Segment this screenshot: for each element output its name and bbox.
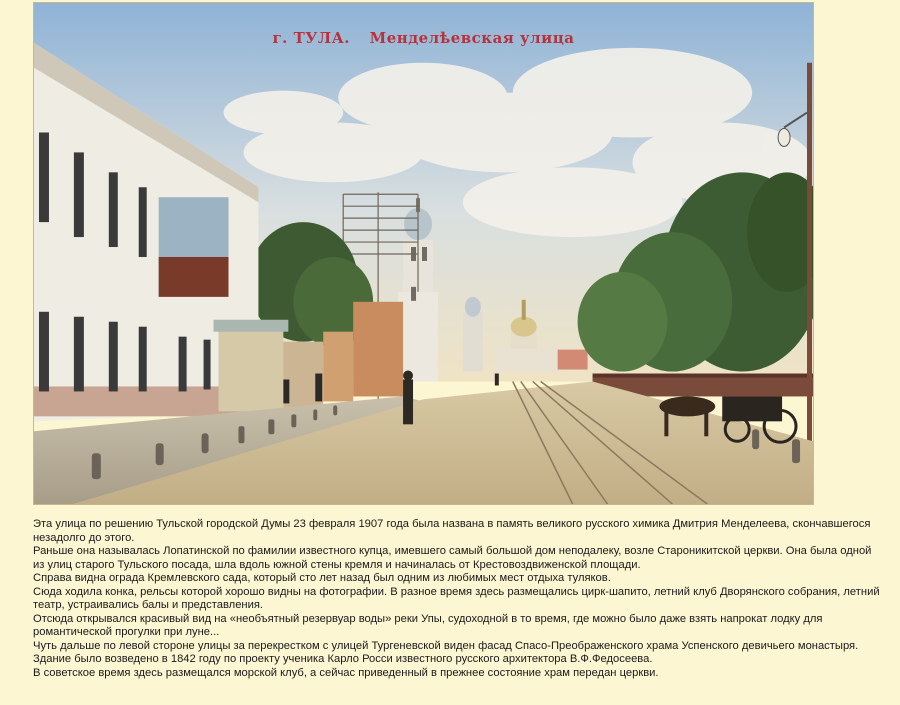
photo-caption-city: г. ТУЛА. — [272, 28, 350, 47]
street-photo — [33, 2, 814, 505]
paragraph-5: Отсюда открывался красивый вид на «необъятный резервуар воды» реки Упы, судоходной в то время, где можно было даже взять напрокат лодку для романтической прогулки при луне... — [33, 612, 823, 638]
paragraph-1: Эта улица по решению Тульской городской Думы 23 февраля 1907 года была названа в память великого русского химика Дмитрия Менделеева, скончавшегося незадолго до этого. — [33, 518, 871, 544]
paragraph-2: Раньше она называлась Лопатинской по фамилии известного купца, имевшего самый большой дом неподалеку, возле Староникитской церкви. Она была одной из улиц старого Тульского посада, шла вдоль южной стены кремля и начиналась от Крестовоздвиженской площади. — [33, 545, 872, 571]
description-text — [33, 518, 883, 680]
paragraph-7: Здание было возведено в 1842 году по проекту ученика Карло Росси известного русского архитектора В.Ф.Федосеева. — [33, 653, 653, 665]
paragraph-3: Справа видна ограда Кремлевского сада, который сто лет назад был одним из любимых мест отдыха туляков. — [33, 572, 611, 584]
street-photo-illustration — [34, 3, 813, 504]
photo-caption — [34, 29, 813, 47]
paragraph-8: В советское время здесь размещался морской клуб, а сейчас приведенный в прежнее состояние храм передан церкви. — [33, 666, 659, 679]
photo-caption-street: Менделѣевская улица — [369, 28, 575, 47]
paragraph-4: Сюда ходила конка, рельсы которой хорошо видны на фотографии. В разное время здесь размещались цирк-шапито, летний клуб Дворянского собрания, летний театр, устраивались балы и представления. — [33, 585, 880, 611]
paragraph-6: Чуть дальше по левой стороне улицы за перекрестком с улицей Тургеневской виден фасад Спасо-Преображенского храма Успенского девичьего монастыря. — [33, 639, 859, 652]
